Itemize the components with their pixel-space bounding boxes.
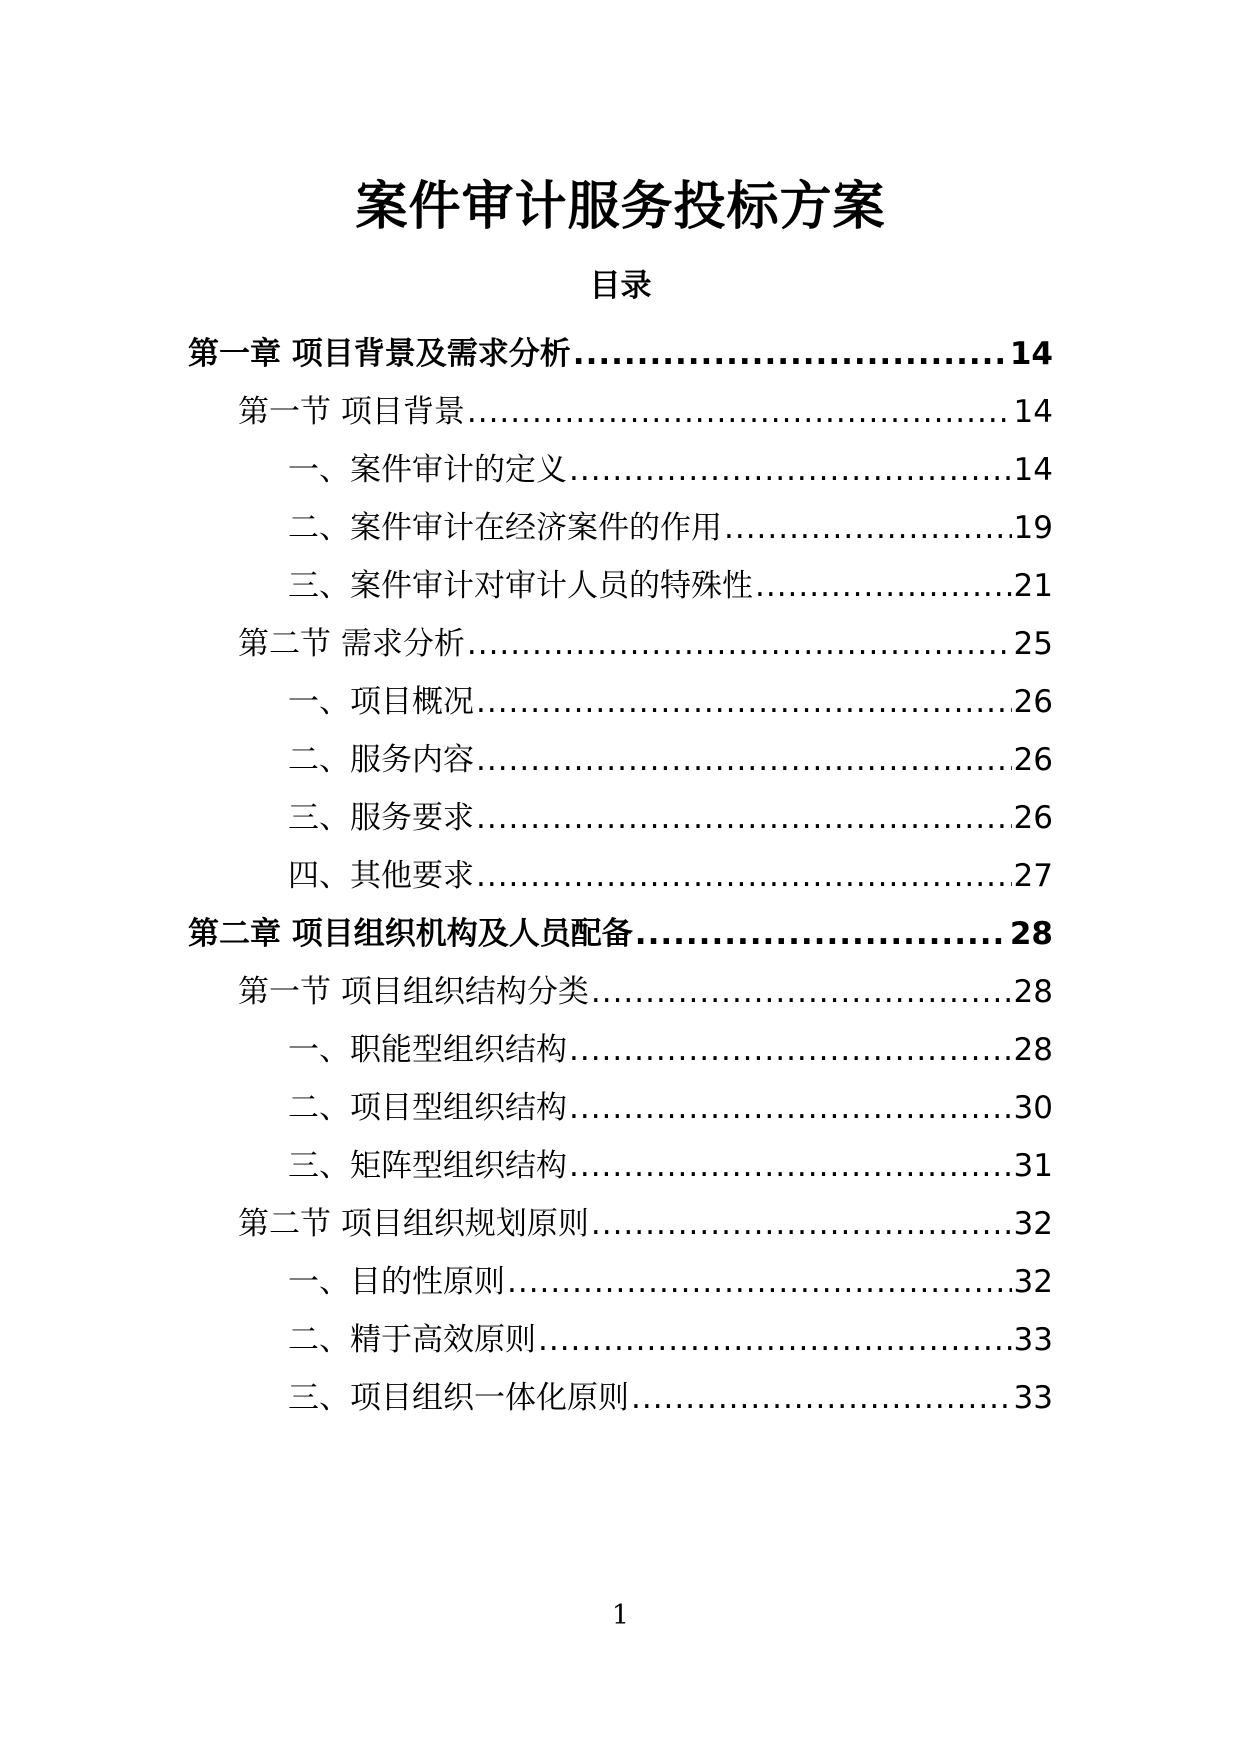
- toc-entry-label: 一、目的性原则: [288, 1264, 505, 1300]
- dot-leader: [538, 1312, 1012, 1368]
- document-title: 案件审计服务投标方案: [355, 177, 886, 237]
- toc-entry-label: 第二节 项目组织规划原则: [238, 1206, 589, 1242]
- toc-entry-label: 第二节 需求分析: [238, 626, 465, 662]
- toc-entry-item[interactable]: [288, 1022, 1053, 1078]
- toc-entry-section[interactable]: [238, 616, 1053, 672]
- toc-entry-page: 14: [1013, 394, 1053, 430]
- toc-entry-page: 26: [1013, 742, 1053, 778]
- dot-leader: [755, 558, 1012, 614]
- toc-entry-chapter-1[interactable]: [188, 326, 1053, 382]
- toc-entry-label: 二、服务内容: [288, 742, 474, 778]
- toc-entry-page: 31: [1013, 1148, 1053, 1184]
- toc-entry-page: 14: [1009, 336, 1053, 372]
- toc-entry-label: 第二章 项目组织机构及人员配备: [188, 916, 633, 952]
- toc-entry-page: 33: [1013, 1322, 1053, 1358]
- toc-entry-page: 28: [1009, 916, 1053, 952]
- toc-entry-section[interactable]: [238, 1196, 1053, 1252]
- page-number: 1: [611, 1600, 630, 1631]
- toc-entry-page: 32: [1013, 1206, 1053, 1242]
- toc-entry-page: 33: [1013, 1380, 1053, 1416]
- toc-entry-item[interactable]: [288, 1370, 1053, 1426]
- toc-entry-label: 第一章 项目背景及需求分析: [188, 336, 571, 372]
- toc-entry-page: 28: [1013, 974, 1053, 1010]
- toc-entry-item[interactable]: [288, 1080, 1053, 1136]
- toc-entry-item[interactable]: [288, 732, 1053, 788]
- dot-leader: [507, 1254, 1012, 1310]
- dot-leader: [573, 326, 1008, 382]
- toc-entry-page: 19: [1013, 510, 1053, 546]
- dot-leader: [467, 384, 1012, 440]
- dot-leader: [476, 790, 1012, 846]
- toc-entry-item[interactable]: [288, 848, 1053, 904]
- toc-entry-label: 第一节 项目背景: [238, 394, 465, 430]
- toc-entry-item[interactable]: [288, 442, 1053, 498]
- toc-entry-label: 三、项目组织一体化原则: [288, 1380, 629, 1416]
- toc-entry-label: 三、案件审计对审计人员的特殊性: [288, 568, 753, 604]
- toc-entry-label: 一、职能型组织结构: [288, 1032, 567, 1068]
- toc-entry-item[interactable]: [288, 790, 1053, 846]
- toc-entry-item[interactable]: [288, 500, 1053, 556]
- toc-entry-page: 14: [1013, 452, 1053, 488]
- toc-entry-label: 一、项目概况: [288, 684, 474, 720]
- toc-entry-item[interactable]: [288, 558, 1053, 614]
- toc-entry-label: 四、其他要求: [288, 858, 474, 894]
- toc-entry-item[interactable]: [288, 1254, 1053, 1310]
- toc-entry-page: 32: [1013, 1264, 1053, 1300]
- toc-entry-page: 30: [1013, 1090, 1053, 1126]
- toc-entry-section[interactable]: [238, 964, 1053, 1020]
- toc-entry-item[interactable]: [288, 1312, 1053, 1368]
- dot-leader: [569, 1138, 1012, 1194]
- dot-leader: [635, 906, 1008, 962]
- toc-entry-chapter-2[interactable]: [188, 906, 1053, 962]
- toc-entry-section[interactable]: [238, 384, 1053, 440]
- dot-leader: [631, 1370, 1012, 1426]
- toc-entry-label: 一、案件审计的定义: [288, 452, 567, 488]
- toc-entry-page: 28: [1013, 1032, 1053, 1068]
- dot-leader: [569, 1080, 1012, 1136]
- toc-entry-label: 二、项目型组织结构: [288, 1090, 567, 1126]
- toc-entry-label: 三、矩阵型组织结构: [288, 1148, 567, 1184]
- toc-entry-page: 27: [1013, 858, 1053, 894]
- dot-leader: [724, 500, 1012, 556]
- toc-entry-page: 21: [1013, 568, 1053, 604]
- toc-entry-label: 二、案件审计在经济案件的作用: [288, 510, 722, 546]
- toc-entry-item[interactable]: [288, 674, 1053, 730]
- toc-entry-page: 26: [1013, 800, 1053, 836]
- toc-entry-item[interactable]: [288, 1138, 1053, 1194]
- toc-heading: 目录: [589, 268, 652, 304]
- toc-entry-label: 第一节 项目组织结构分类: [238, 974, 589, 1010]
- toc-entry-page: 26: [1013, 684, 1053, 720]
- dot-leader: [569, 1022, 1012, 1078]
- toc-entry-label: 二、精于高效原则: [288, 1322, 536, 1358]
- dot-leader: [467, 616, 1012, 672]
- dot-leader: [591, 964, 1012, 1020]
- dot-leader: [591, 1196, 1012, 1252]
- dot-leader: [569, 442, 1012, 498]
- toc-entry-page: 25: [1013, 626, 1053, 662]
- toc-entry-label: 三、服务要求: [288, 800, 474, 836]
- dot-leader: [476, 848, 1012, 904]
- dot-leader: [476, 732, 1012, 788]
- dot-leader: [476, 674, 1012, 730]
